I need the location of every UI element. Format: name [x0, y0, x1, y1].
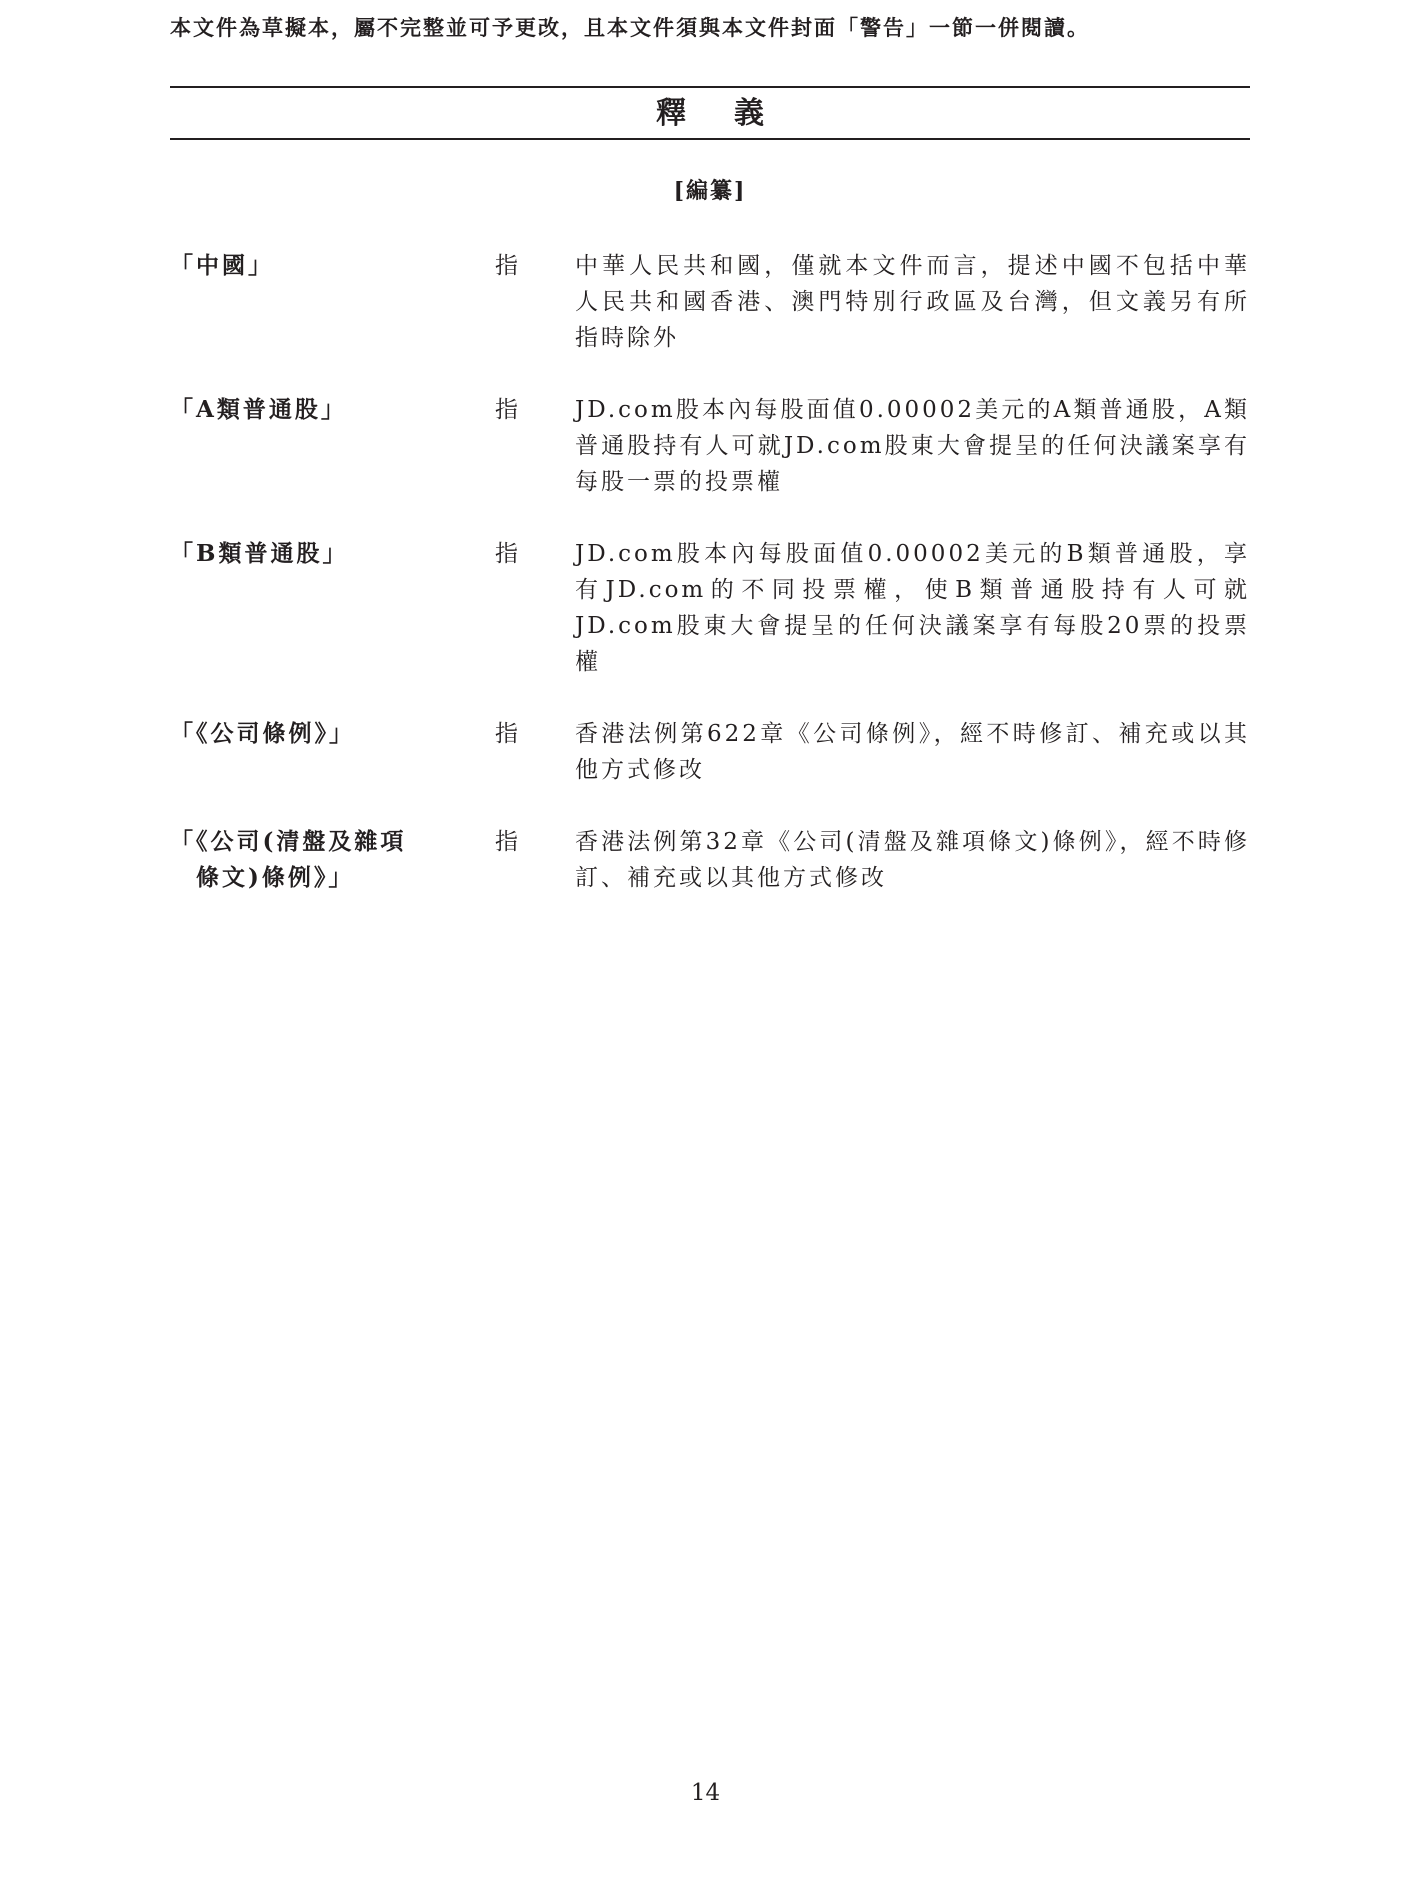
draft-warning-banner: 本文件為草擬本，屬不完整並可予更改，且本文件須與本文件封面「警告」一節一併閱讀。 — [170, 15, 1090, 40]
definition-row-companies-ordinance — [170, 716, 1250, 788]
definition-means: 指 — [495, 541, 518, 567]
page-number: 14 — [690, 1780, 721, 1806]
definition-row-china — [170, 248, 1250, 356]
definition-row-class-a-shares — [170, 392, 1250, 500]
definition-means: 指 — [495, 397, 518, 423]
definition-term: 「《公司(清盤及雜項 條文)條例》」 — [170, 828, 407, 891]
title-top-rule — [170, 86, 1250, 88]
definition-term: 「《公司條例》」 — [170, 720, 355, 747]
redacted-marker: [編纂] — [673, 178, 747, 204]
definition-text: JD.com股本內每股面值0.00002美元的B類普通股，享有JD.com的不同投票權，使B類普通股持有人可就JD.com股東大會提呈的任何決議案享有每股20票的投票權 — [575, 541, 1250, 675]
definition-means: 指 — [495, 721, 518, 747]
definition-term: 「中國」 — [170, 252, 274, 279]
definition-row-winding-up-ordinance — [170, 824, 1250, 896]
definition-text: 中華人民共和國，僅就本文件而言，提述中國不包括中華人民共和國香港、澳門特別行政區及台灣，但文義另有所指時除外 — [575, 253, 1250, 351]
definition-row-class-b-shares — [170, 536, 1250, 680]
definition-term: 「A類普通股」 — [170, 396, 347, 423]
definition-means: 指 — [495, 829, 518, 855]
definition-term: 「B類普通股」 — [170, 540, 349, 567]
section-title: 釋義 — [656, 96, 812, 131]
definition-means: 指 — [495, 253, 518, 279]
title-bottom-rule — [170, 138, 1250, 140]
definition-text: JD.com股本內每股面值0.00002美元的A類普通股，A類普通股持有人可就JD.com股東大會提呈的任何決議案享有每股一票的投票權 — [575, 397, 1250, 495]
definitions-list — [170, 248, 1250, 932]
definition-text: 香港法例第32章《公司(清盤及雜項條文)條例》，經不時修訂、補充或以其他方式修改 — [575, 829, 1250, 891]
definition-text: 香港法例第622章《公司條例》，經不時修訂、補充或以其他方式修改 — [575, 721, 1250, 783]
